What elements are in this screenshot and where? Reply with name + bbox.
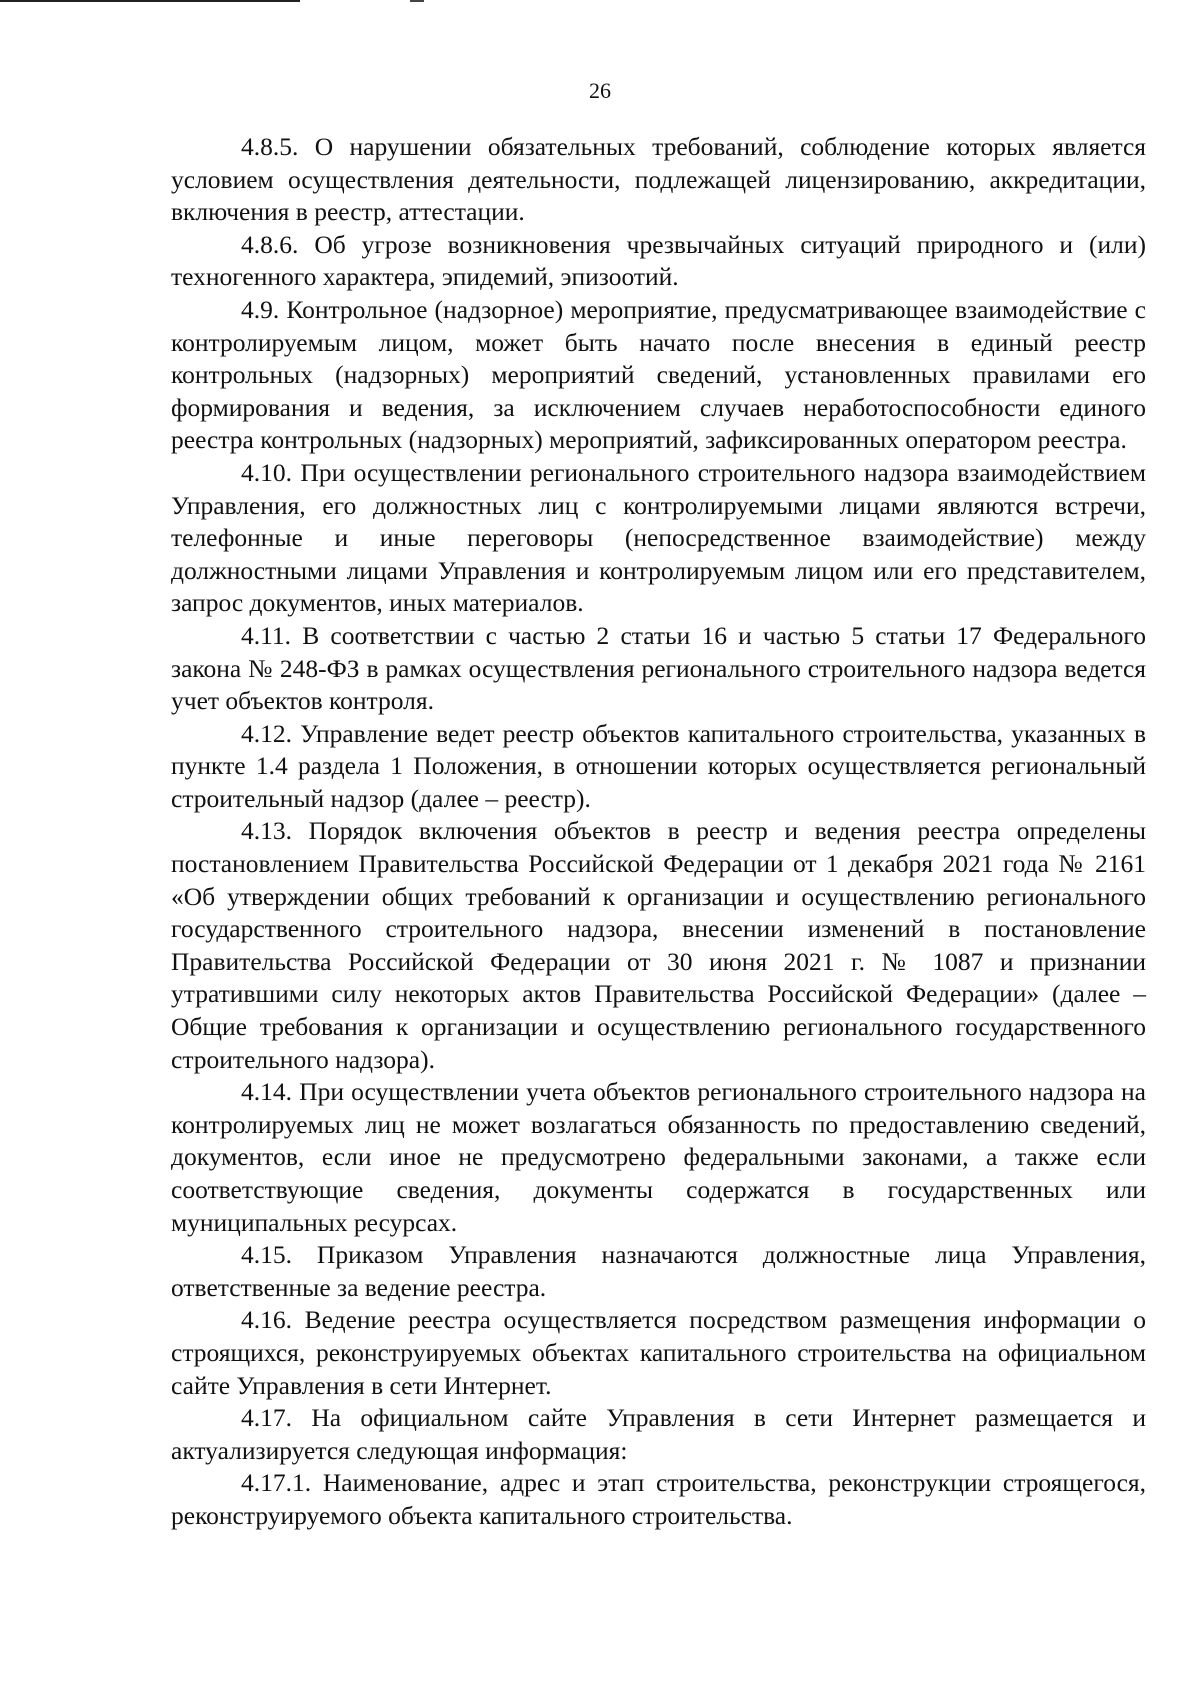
paragraph-4-15: 4.15. Приказом Управления назначаются должностные лица Управления, ответственные за ведение реестра. — [171, 1240, 1146, 1302]
paragraph-4-17: 4.17. На официальном сайте Управления в сети Интернет размещается и актуализируется следующая информация: — [171, 1403, 1146, 1465]
paragraph-4-17-1: 4.17.1. Наименование, адрес и этап строительства, реконструкции строящегося, реконструируемого объекта капитального строительства. — [171, 1468, 1146, 1530]
paragraph-4-12: 4.12. Управление ведет реестр объектов капитального строительства, указанных в пункте 1.4 раздела 1 Положения, в отношении которых осуществляется региональный строительный надзор (далее – реестр). — [171, 718, 1146, 813]
paragraph-4-8-5: 4.8.5. О нарушении обязательных требований, соблюдение которых является условием осуществления деятельности, подлежащей лицензированию, аккредитации, включения в реестр, аттестации. — [171, 132, 1146, 227]
page-number: 26 — [589, 78, 611, 103]
paragraph-4-16: 4.16. Ведение реестра осуществляется посредством размещения информации о строящихся, реконструируемых объектах капитального строительства на официальном сайте Управления в сети Интернет. — [171, 1305, 1146, 1400]
paragraph-4-11: 4.11. В соответствии с частью 2 статьи 16 и частью 5 статьи 17 Федерального закона № 248-ФЗ в рамках осуществления регионального строительного надзора ведется учет объектов контроля. — [171, 620, 1146, 716]
document-body — [171, 131, 1146, 1533]
paragraph-4-9: 4.9. Контрольное (надзорное) мероприятие, предусматривающее взаимодействие с контролируемым лицом, может быть начато после внесения в единый реестр контрольных (надзорных) мероприятий сведений, установленных правилами его формирования и ведения, за исключением случаев неработоспособности единого реестра контрольных (надзорных) мероприятий, зафиксированных оператором реестра. — [171, 294, 1146, 455]
paragraph-4-10: 4.10. При осуществлении регионального строительного надзора взаимодействием Управления, его должностных лиц с контролируемыми лицами являются встречи, телефонные и иные переговоры (непосредственное взаимодействие) между должностными лицами Управления и контролируемым лицом или его представителем, запрос документов, иных материалов. — [171, 457, 1146, 618]
paragraph-4-13: 4.13. Порядок включения объектов в реестр и ведения реестра определены постановлением Правительства Российской Федерации от 1 декабря 2021 года № 2161 «Об утверждении общих требований к организации и осуществлению регионального государственного строительного надзора, внесении изменений в постановление Правительства Российской Федерации от 30 июня 2021 г. № 1087 и признании утратившими силу некоторых актов Правительства Российской Федерации» (далее – Общие требования к организации и осуществлению регионального государственного строительного надзора). — [171, 816, 1146, 1074]
paragraph-4-14: 4.14. При осуществлении учета объектов регионального строительного надзора на контролируемых лиц не может возлагаться обязанность по предоставлению сведений, документов, если иное не предусмотрено федеральными законами, а также если соответствующие сведения, документы содержатся в государственных или муниципальных ресурсах. — [171, 1077, 1146, 1237]
paragraph-4-8-6: 4.8.6. Об угрозе возникновения чрезвычайных ситуаций природного и (или) техногенного характера, эпидемий, эпизоотий. — [171, 229, 1146, 292]
scan-edge-mark — [410, 0, 424, 2]
scan-edge-line — [0, 0, 300, 2]
